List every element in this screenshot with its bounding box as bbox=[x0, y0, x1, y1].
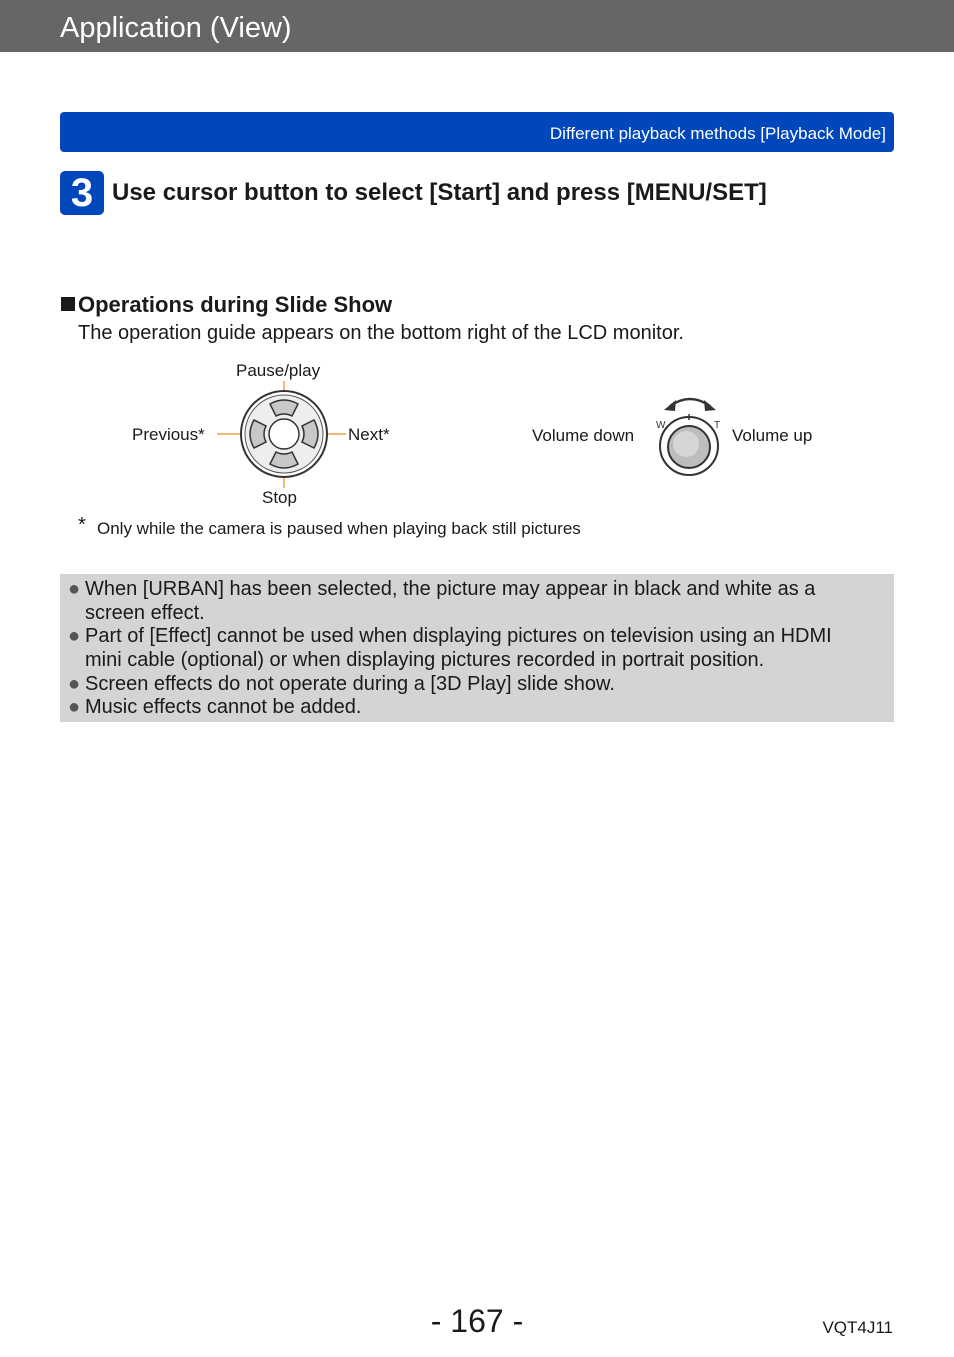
step-heading: Use cursor button to select [Start] and press [MENU/SET] bbox=[112, 179, 767, 206]
document-code: VQT4J11 bbox=[822, 1318, 893, 1337]
label-volume-up: Volume up bbox=[732, 426, 813, 445]
page-header-title: Application (View) bbox=[60, 12, 292, 44]
label-pause-play: Pause/play bbox=[236, 361, 321, 380]
footnote: Only while the camera is paused when playing back still pictures bbox=[97, 519, 581, 538]
step-number: 3 bbox=[70, 171, 94, 215]
breadcrumb: Different playback methods [Playback Mode] bbox=[549, 124, 886, 143]
asterisk: * bbox=[198, 425, 205, 444]
section-intro: The operation guide appears on the bottom right of the LCD monitor. bbox=[78, 322, 684, 344]
section-heading: Operations during Slide Show bbox=[78, 292, 393, 317]
cursor-button-icon bbox=[241, 391, 327, 477]
dot-bullet-icon: ● bbox=[68, 696, 81, 718]
note-item: ● When [URBAN] has been selected, the picture may appear in black and white as a screen effect. bbox=[68, 578, 816, 624]
footnote-mark: * bbox=[78, 514, 86, 536]
dot-bullet-icon: ● bbox=[68, 673, 81, 695]
dot-bullet-icon: ● bbox=[68, 578, 81, 600]
label-stop: Stop bbox=[262, 488, 297, 507]
page-number: - 167 - bbox=[430, 1303, 524, 1339]
zoom-t-label: T bbox=[714, 420, 721, 431]
label-next: Next* bbox=[348, 425, 390, 444]
asterisk: * bbox=[382, 425, 390, 444]
zoom-lever-icon bbox=[656, 399, 720, 475]
label-previous: Previous* bbox=[132, 425, 205, 444]
note-item: ● Music effects cannot be added. bbox=[68, 696, 362, 718]
note-item: ● Part of [Effect] cannot be used when displaying pictures on television using an HDMI mini cable (optional) or when displaying pictures recorded in portrait position. bbox=[68, 625, 832, 671]
note-item: ● Screen effects do not operate during a [3D Play] slide show. bbox=[68, 673, 615, 695]
notes-box bbox=[60, 574, 894, 722]
controls-diagram bbox=[0, 0, 954, 560]
dot-bullet-icon: ● bbox=[68, 625, 81, 647]
zoom-w-label: W bbox=[656, 420, 666, 431]
label-volume-down: Volume down bbox=[532, 426, 635, 445]
